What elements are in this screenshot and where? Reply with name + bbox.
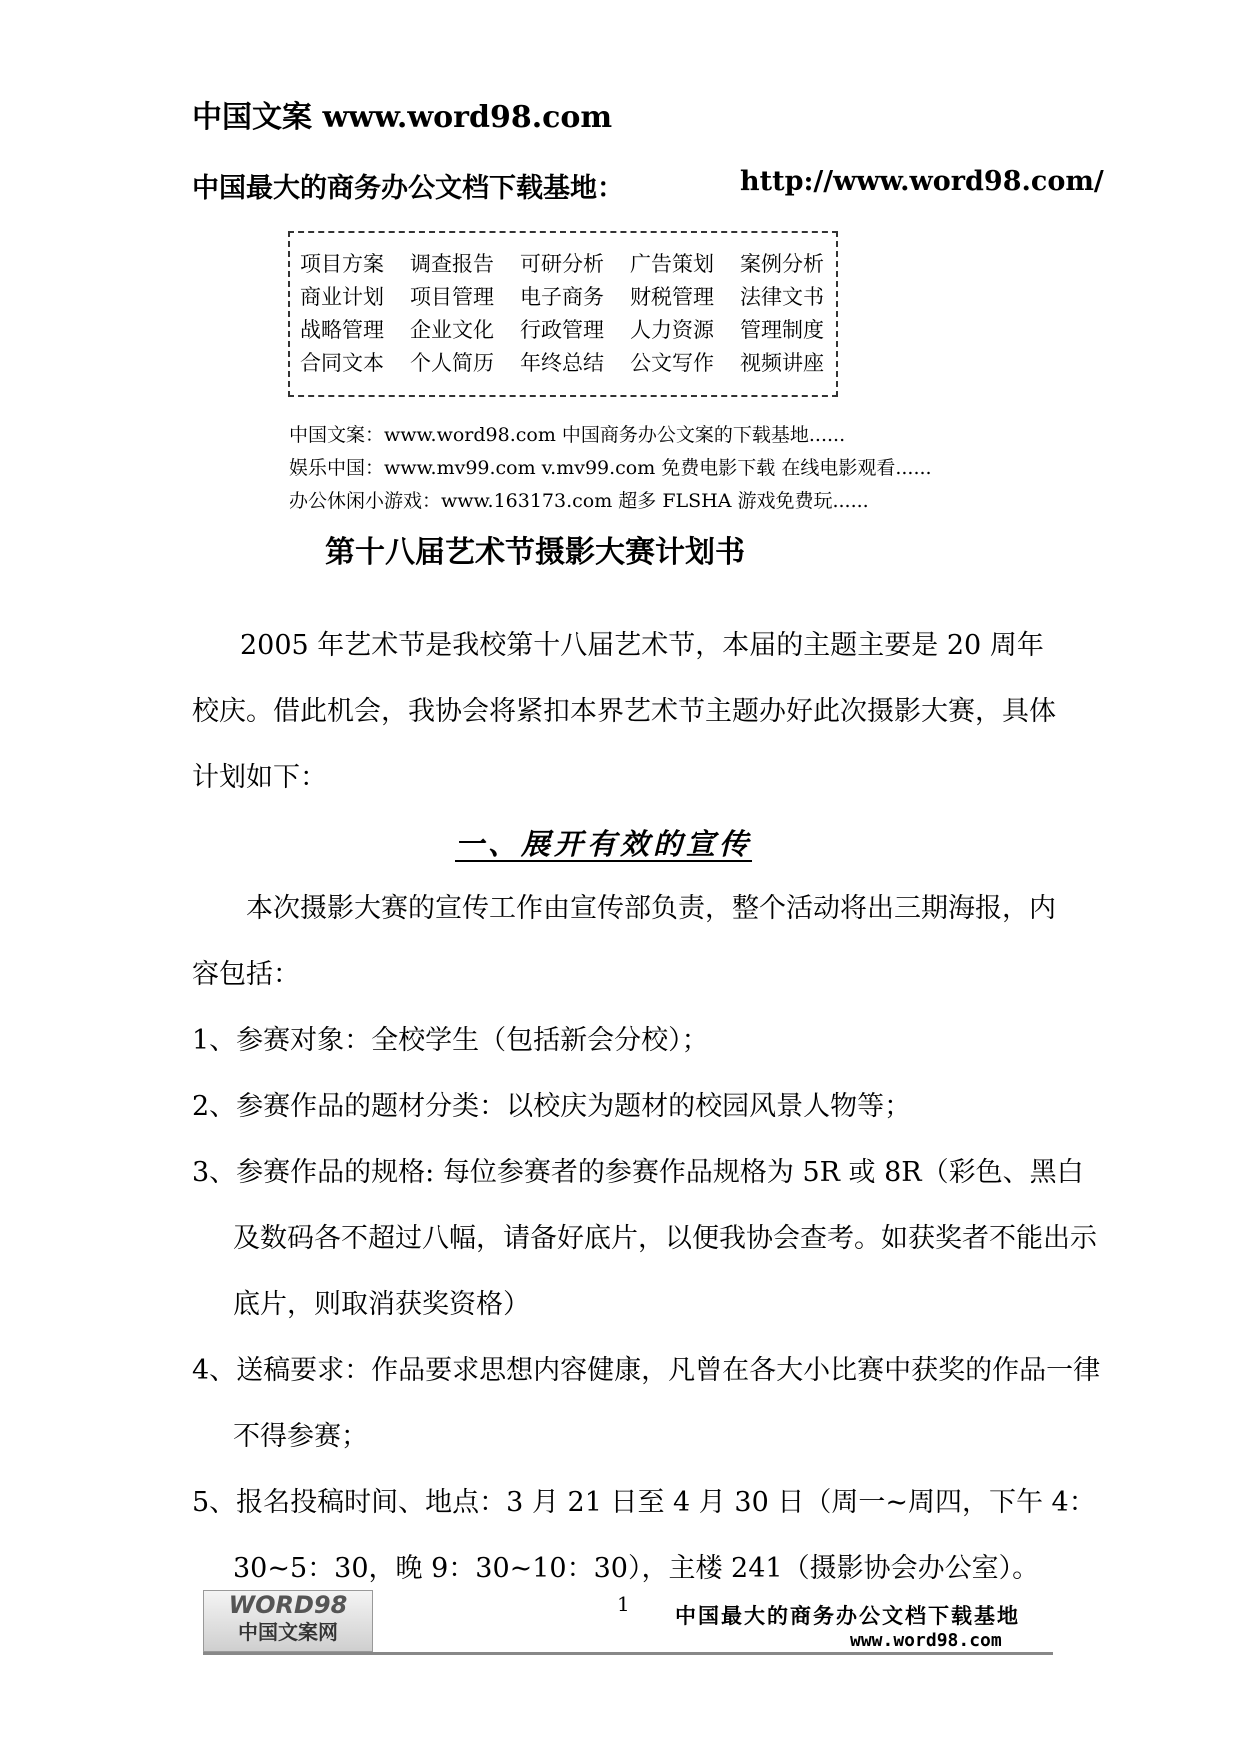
- category-link[interactable]: 项目方案: [300, 252, 384, 276]
- category-link[interactable]: 个人简历: [410, 351, 494, 375]
- footer-logo-text: WORD98: [228, 1591, 348, 1619]
- category-link[interactable]: 案例分析: [740, 252, 824, 276]
- site-title: 中国文案 www.word98.com: [192, 100, 613, 135]
- header-url-link[interactable]: http://www.word98.com/: [740, 166, 1104, 197]
- category-link[interactable]: 法律文书: [740, 285, 824, 309]
- category-box: [288, 231, 838, 397]
- list-item: 5、报名投稿时间、地点：3 月 21 日至 4 月 30 日（周一~周四，下午 4：30~5：30，晚 9：30~10：30），主楼 241（摄影协会办公室）。: [192, 1487, 1096, 1584]
- category-link[interactable]: 合同文本: [300, 351, 384, 375]
- list-item: 1、参赛对象：全校学生（包括新会分校）；: [192, 1025, 709, 1056]
- section-heading: 一、展开有效的宣传: [455, 827, 753, 861]
- category-link[interactable]: 管理制度: [740, 318, 824, 342]
- category-row: [300, 314, 828, 344]
- promo-line: 办公休闲小游戏：www.163173.com 超多 FLSHA 游戏免费玩......: [289, 490, 869, 512]
- category-link[interactable]: 人力资源: [630, 318, 714, 342]
- category-link[interactable]: 可研分析: [520, 252, 604, 276]
- promo-line: 中国文案：www.word98.com 中国商务办公文案的下载基地......: [289, 424, 846, 446]
- category-link[interactable]: 企业文化: [410, 318, 494, 342]
- footer-logo-subtext: 中国文案网: [238, 1620, 338, 1644]
- footer-logo: [203, 1590, 373, 1652]
- footer-tagline: 中国最大的商务办公文档下载基地: [675, 1604, 1020, 1628]
- category-row: [300, 248, 828, 278]
- document-title: 第十八届艺术节摄影大赛计划书: [325, 535, 745, 570]
- category-row: [300, 281, 828, 311]
- section-intro-paragraph: 本次摄影大赛的宣传工作由宣传部负责，整个活动将出三期海报，内容包括：: [192, 893, 1056, 990]
- footer-url: www.word98.com: [850, 1630, 1002, 1651]
- footer-divider: [203, 1652, 1053, 1655]
- intro-paragraph: 2005 年艺术节是我校第十八届艺术节，本届的主题主要是 20 周年校庆。借此机会，我协会将紧扣本界艺术节主题办好此次摄影大赛，具体计划如下：: [192, 630, 1056, 793]
- list-item: 2、参赛作品的题材分类：以校庆为题材的校园风景人物等；: [192, 1091, 912, 1122]
- page-number: 1: [617, 1592, 630, 1616]
- category-link[interactable]: 年终总结: [520, 351, 604, 375]
- category-link[interactable]: 视频讲座: [740, 351, 824, 375]
- category-link[interactable]: 财税管理: [630, 285, 714, 309]
- category-link[interactable]: 项目管理: [410, 285, 494, 309]
- category-link[interactable]: 广告策划: [630, 252, 714, 276]
- category-link[interactable]: 战略管理: [300, 318, 384, 342]
- promo-line: 娱乐中国：www.mv99.com v.mv99.com 免费电影下载 在线电影观看......: [289, 457, 932, 479]
- category-row: [300, 347, 828, 377]
- category-link[interactable]: 电子商务: [520, 285, 604, 309]
- category-link[interactable]: 公文写作: [630, 351, 714, 375]
- category-link[interactable]: 调查报告: [410, 252, 494, 276]
- list-item: 3、参赛作品的规格: 每位参赛者的参赛作品规格为 5R 或 8R（彩色、黑白及数码各不超过八幅，请备好底片，以便我协会查考。如获奖者不能出示底片，则取消获奖资格）: [192, 1157, 1097, 1320]
- header-tagline: 中国最大的商务办公文档下载基地：: [192, 173, 624, 204]
- list-item: 4、送稿要求：作品要求思想内容健康，凡曾在各大小比赛中获奖的作品一律不得参赛；: [192, 1355, 1101, 1452]
- category-link[interactable]: 商业计划: [300, 285, 384, 309]
- category-link[interactable]: 行政管理: [520, 318, 604, 342]
